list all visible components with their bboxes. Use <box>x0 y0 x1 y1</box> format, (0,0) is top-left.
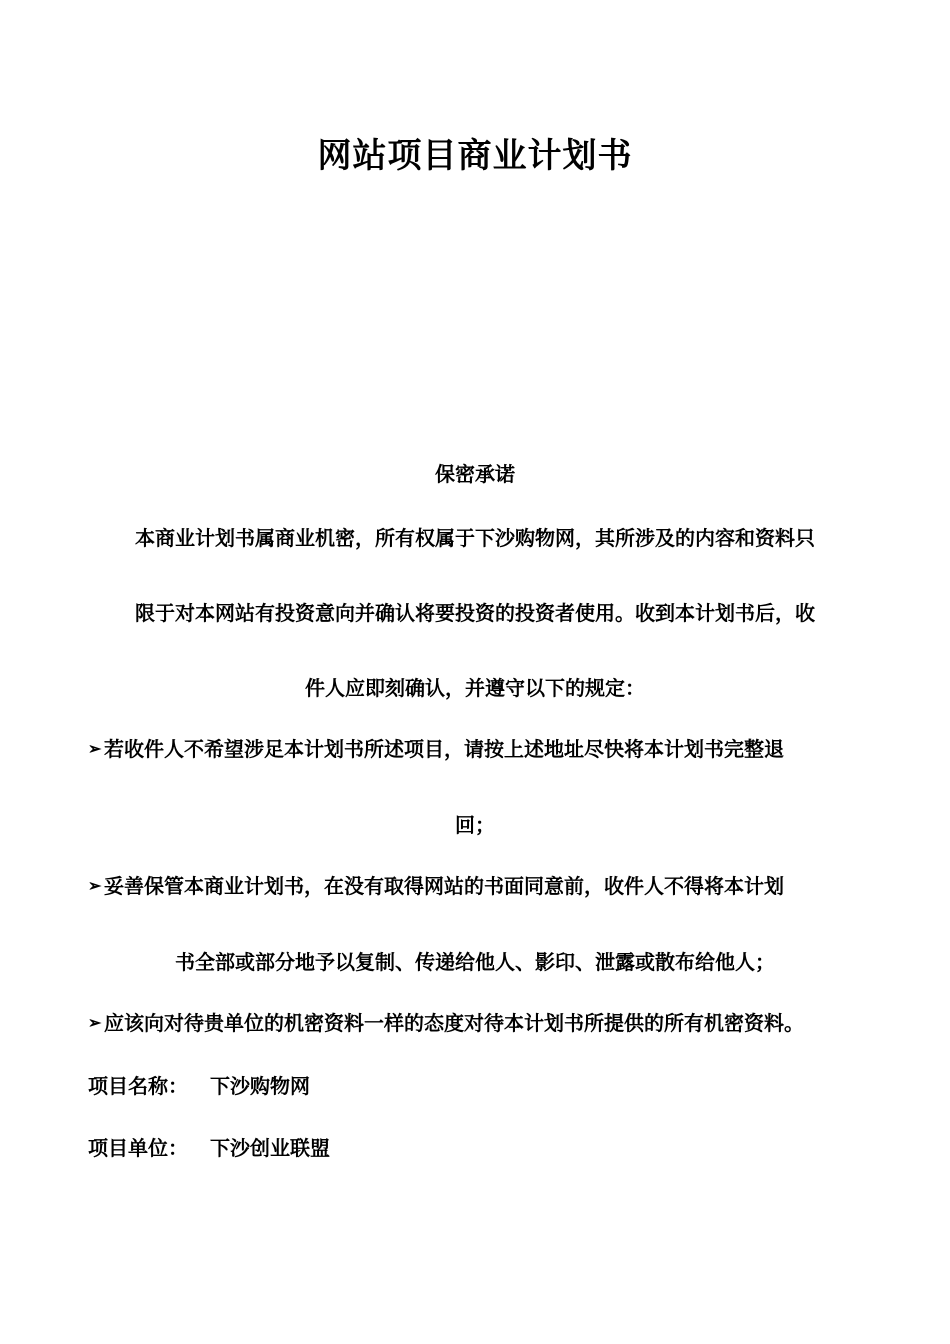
project-unit-label: 项目单位： <box>88 1136 188 1160</box>
document-title: 网站项目商业计划书 <box>317 136 633 176</box>
bullet-item-3-line-1: 应该向对待贵单位的机密资料一样的态度对待本计划书所提供的所有机密资料。 <box>104 1011 804 1035</box>
project-name-field <box>88 1070 310 1099</box>
project-unit-value: 下沙创业联盟 <box>210 1136 330 1160</box>
confidentiality-paragraph-line-2: 限于对本网站有投资意向并确认将要投资的投资者使用。收到本计划书后，收 <box>135 601 815 625</box>
bullet-item-2 <box>88 870 784 899</box>
bullet-item-1 <box>88 733 784 762</box>
arrow-bullet-icon: ➢ <box>88 739 102 758</box>
bullet-item-1-line-2: 回； <box>455 813 495 837</box>
bullet-item-2-line-1: 妥善保管本商业计划书，在没有取得网站的书面同意前，收件人不得将本计划 <box>104 874 784 898</box>
project-name-label: 项目名称： <box>88 1074 188 1098</box>
confidentiality-heading: 保密承诺 <box>435 462 515 486</box>
bullet-item-2-line-2: 书全部或部分地予以复制、传递给他人、影印、泄露或散布给他人； <box>175 950 775 974</box>
confidentiality-paragraph-line-1: 本商业计划书属商业机密，所有权属于下沙购物网，其所涉及的内容和资料只 <box>135 526 815 550</box>
arrow-bullet-icon: ➢ <box>88 1013 102 1032</box>
project-name-value: 下沙购物网 <box>210 1074 310 1098</box>
bullet-item-3 <box>88 1007 804 1036</box>
confidentiality-paragraph-line-3: 件人应即刻确认，并遵守以下的规定： <box>305 676 645 700</box>
arrow-bullet-icon: ➢ <box>88 876 102 895</box>
bullet-item-1-line-1: 若收件人不希望涉足本计划书所述项目，请按上述地址尽快将本计划书完整退 <box>104 737 784 761</box>
project-unit-field <box>88 1132 330 1161</box>
